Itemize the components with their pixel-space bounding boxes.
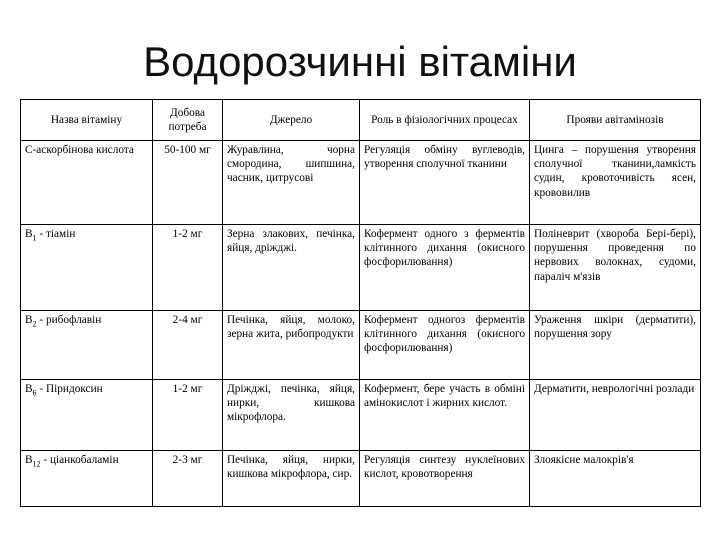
- vitamin-name: С-аскорбінова кислота: [25, 144, 134, 156]
- vitamins-table: [20, 99, 701, 507]
- symptoms-cell: Ураження шкіри (дерматити), порушення зору: [530, 311, 701, 380]
- table-row: [21, 380, 701, 451]
- vitamin-letter: B: [25, 383, 33, 395]
- header-role: Роль в фізіологічних процесах: [360, 100, 530, 141]
- symptoms-cell: Цинга – порушення утворення сполучної тканини,ламкість судин, кровоточивість ясен, крововилив: [530, 141, 701, 225]
- source-cell: Печінка, яйця, нирки, кишкова мікрофлора, сир.: [223, 451, 360, 507]
- vitamin-name-cell: [21, 380, 153, 451]
- vitamin-letter: B: [25, 314, 33, 326]
- dose-cell: 1-2 мг: [153, 380, 223, 451]
- vitamin-name: - рибофлавін: [36, 314, 102, 326]
- header-name: Назва вітаміну: [21, 100, 153, 141]
- table-row: [21, 451, 701, 507]
- dose-cell: 1-2 мг: [153, 225, 223, 311]
- vitamin-name-cell: [21, 311, 153, 380]
- header-dose: Добова потреба: [153, 100, 223, 141]
- table-row: [21, 141, 701, 225]
- source-cell: Печінка, яйця, молоко, зерна жита, рибопродукти: [223, 311, 360, 380]
- table-row: [21, 225, 701, 311]
- vitamin-name: - Піридоксин: [36, 383, 103, 395]
- vitamin-subscript: 12: [32, 459, 41, 469]
- vitamin-name-cell: [21, 225, 153, 311]
- role-cell: Кофермент одногоз ферментів клітинного дихання (окисного фосфорилювання): [360, 311, 530, 380]
- vitamin-name: - тіамін: [36, 228, 76, 240]
- table-header-row: [21, 100, 701, 141]
- role-cell: Кофермент, бере участь в обміні амінокислот і жирних кислот.: [360, 380, 530, 451]
- vitamin-name-cell: [21, 451, 153, 507]
- role-cell: Кофермент одного з ферментів клітинного дихання (окисного фосфорилювання): [360, 225, 530, 311]
- vitamin-subscript: 6: [32, 388, 37, 398]
- source-cell: Дріжджі, печінка, яйця, нирки, кишкова мікрофлора.: [223, 380, 360, 451]
- symptoms-cell: Дерматити, неврологічні розлади: [530, 380, 701, 451]
- page-title: Водорозчинні вітаміни: [143, 38, 577, 85]
- header-symptoms: Прояви авітамінозів: [530, 100, 701, 141]
- symptoms-cell: Поліневрит (хвороба Бері-бері), порушення проведення по нервових волокнах, судоми, параліч м'язів: [530, 225, 701, 311]
- vitamin-name-cell: [21, 141, 153, 225]
- table-row: [21, 311, 701, 380]
- dose-cell: 2-3 мг: [153, 451, 223, 507]
- vitamin-name: - ціанкобаламін: [40, 454, 119, 466]
- header-source: Джерело: [223, 100, 360, 141]
- symptoms-cell: Злоякісне малокрів'я: [530, 451, 701, 507]
- vitamin-letter: B: [25, 454, 33, 466]
- source-cell: Журавлина, чорна смородина, шипшина, часник, цитрусові: [223, 141, 360, 225]
- vitamin-subscript: 1: [32, 233, 37, 243]
- dose-cell: 2-4 мг: [153, 311, 223, 380]
- role-cell: Регуляція синтезу нуклеїнових кислот, кровотворення: [360, 451, 530, 507]
- vitamin-subscript: 2: [32, 319, 37, 329]
- vitamin-letter: B: [25, 228, 33, 240]
- role-cell: Регуляція обміну вуглеводів, утворення сполучної тканини: [360, 141, 530, 225]
- dose-cell: 50-100 мг: [153, 141, 223, 225]
- source-cell: Зерна злакових, печінка, яйця, дріжджі.: [223, 225, 360, 311]
